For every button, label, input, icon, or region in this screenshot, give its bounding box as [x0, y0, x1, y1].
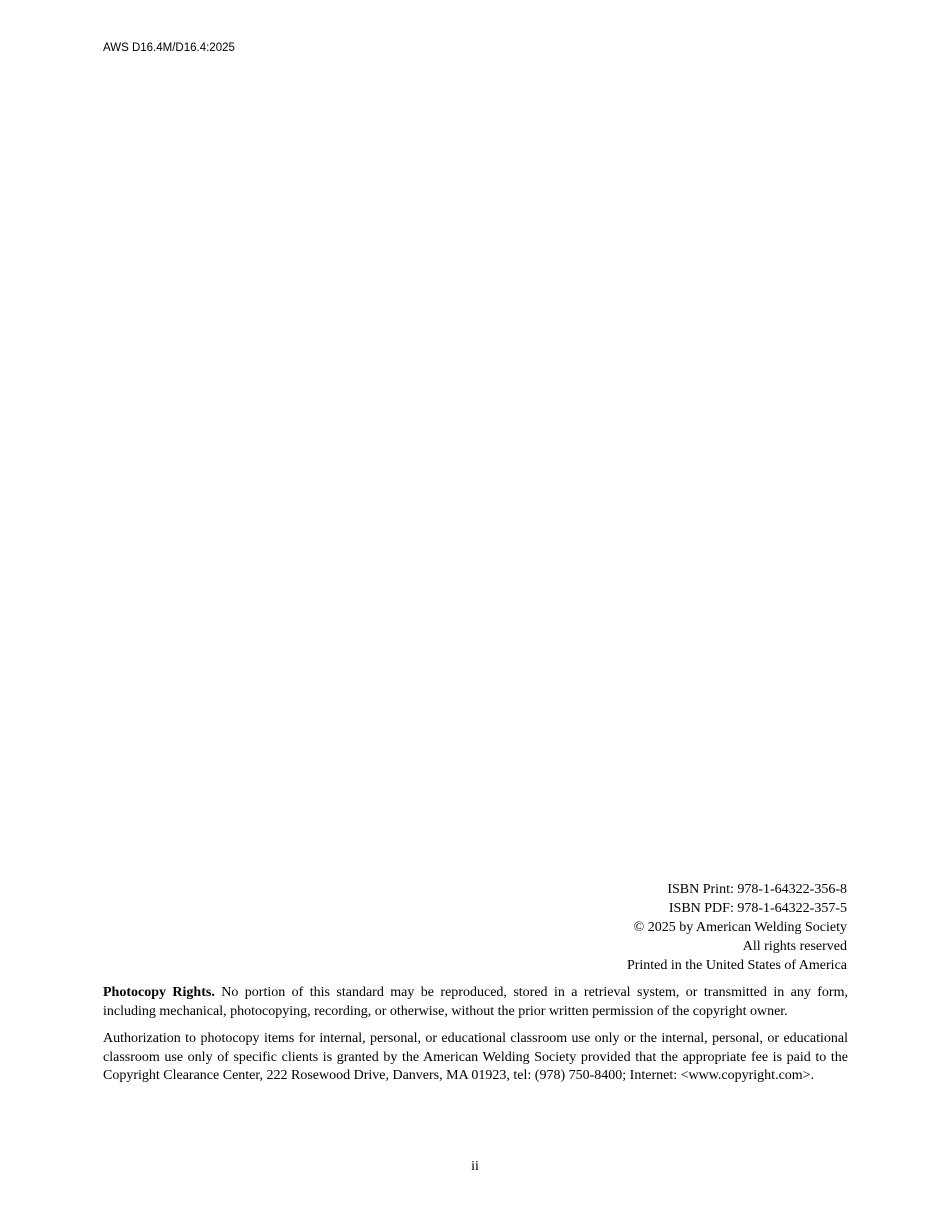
copyright-block: [347, 880, 847, 975]
copyright-notice: © 2025 by American Welding Society: [633, 920, 847, 935]
photocopy-rights-paragraph: [103, 984, 848, 1021]
isbn-pdf: ISBN PDF: 978-1-64322-357-5: [668, 901, 847, 916]
page-number: ii: [471, 1159, 479, 1174]
rights-section: [103, 984, 848, 1095]
isbn-print: ISBN Print: 978-1-64322-356-8: [667, 882, 847, 897]
running-header-document-code: AWS D16.4M/D16.4:2025: [103, 42, 235, 54]
authorization-paragraph: Authorization to photocopy items for internal, personal, or educational classroom use only or the internal, personal, or educational classroom use only of specific clients is granted by the American Welding Society provided that the appropriate fee is paid to the Copyright Clearance Center, 222 Rosewood Drive, Danvers, MA 01923, tel: (978) 750-8400; Internet: <www.copyright.com>.: [103, 1031, 848, 1083]
printed-in: Printed in the United States of America: [626, 958, 847, 973]
rights-reserved: All rights reserved: [742, 939, 847, 954]
photocopy-rights-lead: Photocopy Rights.: [103, 985, 215, 1000]
photocopy-rights-text: No portion of this standard may be reproduced, stored in a retrieval system, or transmitted in any form, including mechanical, photocopying, recording, or otherwise, without the prior written permission of the copyright owner.: [103, 985, 848, 1019]
